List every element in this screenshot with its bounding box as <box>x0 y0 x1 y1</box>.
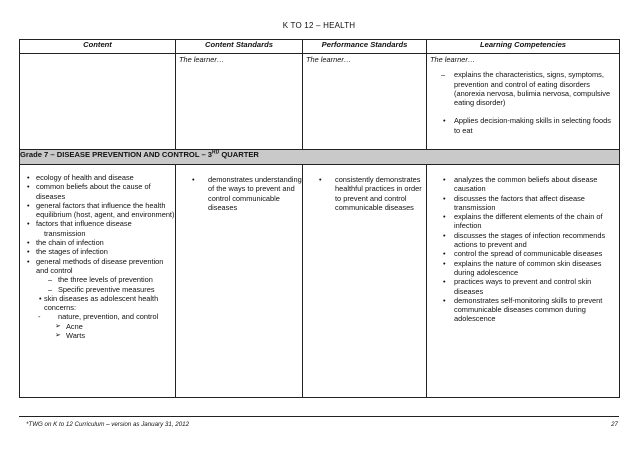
continued-row <box>20 54 620 150</box>
list-item: • the chain of infection <box>20 238 175 247</box>
learning-competencies-cell <box>427 165 620 398</box>
main-row <box>20 165 620 398</box>
footer-divider <box>19 416 619 417</box>
list-item: • skin diseases as adolescent health concerns: <box>20 294 175 313</box>
list-item: • common beliefs about the cause of diseases <box>20 182 175 201</box>
content-list <box>20 173 175 340</box>
list-item: • control the spread of communicable diseases <box>427 249 619 258</box>
continued-content-cell <box>20 54 176 150</box>
list-item: ➢ Acne <box>20 322 175 331</box>
continued-ps-cell <box>303 54 427 150</box>
list-item: • analyzes the common beliefs about disease causation <box>427 175 619 194</box>
list-item: - nature, prevention, and control <box>20 312 175 321</box>
list-item: • the stages of infection <box>20 247 175 256</box>
list-item: • discusses the stages of infection recommends actions to prevent and <box>427 231 619 250</box>
list-item: ➢ Warts <box>20 331 175 340</box>
list-item: • general methods of disease prevention and control <box>20 257 175 276</box>
list-item: – Specific preventive measures <box>20 285 175 294</box>
content-standard-list <box>176 175 302 212</box>
list-item: • demonstrates self-monitoring skills to prevent communicable diseases common during adolescence <box>427 296 619 324</box>
header-learning-competencies: Learning Competencies <box>427 40 620 54</box>
content-cell <box>20 165 176 398</box>
continued-lc-cell <box>427 54 620 150</box>
footer-version-note: *TWG on K to 12 Curriculum – version as January 31, 2012 <box>26 421 190 428</box>
list-item <box>20 219 175 238</box>
grade-heading-suffix: QUARTER <box>219 150 259 159</box>
list-item: • ecology of health and disease <box>20 173 175 182</box>
performance-standard-cell <box>303 165 427 398</box>
header-content: Content <box>20 40 176 54</box>
grade-quarter-row <box>20 150 620 165</box>
content-standard-cell <box>176 165 303 398</box>
learning-competencies-list <box>427 175 619 324</box>
list-item: – the three levels of prevention <box>20 275 175 284</box>
continued-cs-cell <box>176 54 303 150</box>
ps-learner-label: The learner… <box>306 55 352 64</box>
performance-standard-list <box>303 175 426 212</box>
list-item: • explains the nature of common skin diseases during adolescence <box>427 259 619 278</box>
continued-lc-list <box>427 70 619 135</box>
list-item: • general factors that influence the health equilibrium (host, agent, and environment) <box>20 201 175 220</box>
grade-heading-sup: RD <box>212 149 220 156</box>
page-title: K TO 12 – HEALTH <box>282 21 356 30</box>
list-item-text: transmission <box>44 228 86 238</box>
curriculum-table <box>19 39 620 398</box>
list-item: • discusses the factors that affect disease transmission <box>427 194 619 213</box>
list-item: • practices ways to prevent and control skin diseases <box>427 277 619 296</box>
header-content-standards: Content Standards <box>176 40 303 54</box>
header-row <box>20 40 620 54</box>
list-item: • Applies decision-making skills in selecting foods to eat <box>427 116 619 135</box>
page-number: 27 <box>611 421 618 428</box>
list-item: • explains the different elements of the chain of infection <box>427 212 619 231</box>
list-item: – explains the characteristics, signs, symptoms, prevention and control of eating disorders (anorexia nervosa, bulimia nervosa, compulsive eating disorder) <box>427 70 619 107</box>
grade-heading-text: Grade 7 – DISEASE PREVENTION AND CONTROL – 3 <box>20 150 212 159</box>
list-item: • consistently demonstrates healthful practices in order to prevent and control communicable diseases <box>303 175 426 212</box>
lc-learner-label: The learner… <box>430 55 476 64</box>
grade-quarter-heading <box>20 150 620 165</box>
list-item: • demonstrates understanding of the ways to prevent and control communicable diseases <box>176 175 302 212</box>
cs-learner-label: The learner… <box>179 55 225 64</box>
list-item-text: factors that influence disease <box>36 219 132 229</box>
header-performance-standards: Performance Standards <box>303 40 427 54</box>
